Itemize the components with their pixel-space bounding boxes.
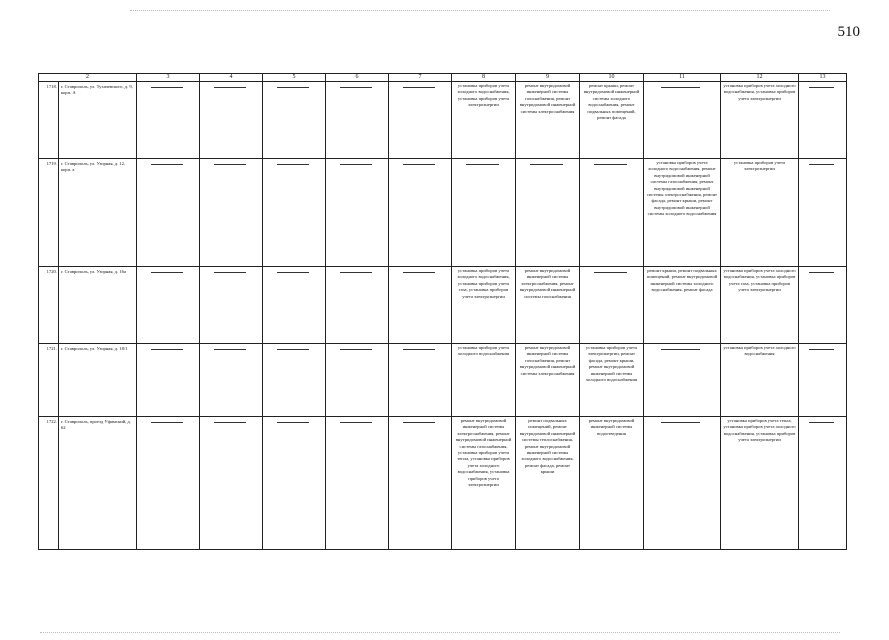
cell-works-2019: ремонт внутридомовой инженерной системы газоснабжения, ремонт внутридомовой инженерной системы электроснабжения [516, 82, 580, 159]
col-header-13: 13 [799, 74, 847, 82]
cell-dash [389, 82, 452, 159]
row-address: г. Ставрополь, ул. Узорная, д. 16а [59, 267, 137, 344]
cell-dash [263, 267, 326, 344]
cell-works-2020: ремонт крыши, ремонт внутридомовой инженерной системы холодного водоснабжения, ремонт подвальных помещений, ремонт фасада [580, 82, 644, 159]
cell-dash [137, 159, 200, 267]
cell-works-2020: ремонт внутридомовой инженерной системы водоотведения [580, 417, 644, 550]
page-number: 510 [837, 24, 860, 40]
cell-dash [580, 159, 644, 267]
cell-dash [263, 159, 326, 267]
cell-dash [326, 417, 389, 550]
cell-dash [516, 159, 580, 267]
cell-works-2019: ремонт внутридомовой инженерной системы газоснабжения, ремонт внутридомовой инженерной системы электроснабжения [516, 344, 580, 417]
cell-works-2021: ремонт крыши, ремонт подвальных помещений, ремонт внутридомовой инженерной системы холодного водоснабжения, ремонт фасада [644, 267, 721, 344]
cell-dash [389, 417, 452, 550]
col-header-4: 4 [200, 74, 263, 82]
scan-artifact-bottom [40, 632, 840, 633]
col-header-12: 12 [721, 74, 799, 82]
cell-dash [389, 159, 452, 267]
table-row [39, 267, 847, 344]
table-row [39, 82, 847, 159]
col-header-2: 2 [39, 74, 137, 82]
cell-dash [263, 82, 326, 159]
row-number: 1721. [39, 344, 59, 417]
cell-works-2022: установка приборов учета холодного водоснабжения [721, 344, 799, 417]
cell-works-2020: установка приборов учета электроэнергии, ремонт фасада, ремонт крыши, ремонт внутридомовой инженерной системы холодного водоснабжения [580, 344, 644, 417]
row-number: 1722. [39, 417, 59, 550]
cell-works-2022: установка приборов учета холодного водоснабжения, установка приборов учета газа, установка приборов учета электроэнергии [721, 267, 799, 344]
row-address: г. Ставрополь, ул. Узорная, д. 18/1 [59, 344, 137, 417]
cell-works-2021: установка приборов учета холодного водоснабжения, ремонт внутридомовой инженерной системы газоснабжения, ремонт внутридомовой инженерной системы электроснабжения, ремонт фасада, ремонт крыши, ремонт внутридомовой инженерной системы холодного водоснабжения [644, 159, 721, 267]
cell-dash [644, 82, 721, 159]
cell-works-2018: установка приборов учета холодного водоснабжения, установка приборов учета электроэнергии [452, 82, 516, 159]
table-header-row [39, 74, 847, 82]
cell-dash [200, 267, 263, 344]
cell-dash [799, 344, 847, 417]
cell-dash [644, 344, 721, 417]
cell-dash [200, 159, 263, 267]
cell-dash [200, 344, 263, 417]
cell-dash [326, 159, 389, 267]
cell-dash [137, 417, 200, 550]
row-address: г. Ставрополь, ул. Узорная, д. 12, корп. а [59, 159, 137, 267]
cell-dash [389, 267, 452, 344]
cell-works-2018: ремонт внутридомовой инженерной системы электроснабжения, ремонт внутридомовой инженерной системы газоснабжения, установка приборов учета тепла, установка приборов учета холодного водоснабжения, установка приборов учета электроэнергии [452, 417, 516, 550]
table-row [39, 159, 847, 267]
cell-works-2018: установка приборов учета холодного водоснабжения, установка приборов учета газа, установка приборов учета электроэнергии [452, 267, 516, 344]
col-header-7: 7 [389, 74, 452, 82]
row-number: 1718. [39, 82, 59, 159]
cell-dash [452, 159, 516, 267]
cell-works-2022: установка приборов учета тепла, установка приборов учета холодного водоснабжения, установка приборов учета электроэнергии [721, 417, 799, 550]
cell-dash [799, 267, 847, 344]
cell-dash [263, 417, 326, 550]
cell-dash [389, 344, 452, 417]
cell-works-2019: ремонт внутридомовой инженерной системы электроснабжения, ремонт внутридомовой инженерной системы газоснабжения [516, 267, 580, 344]
cell-works-2022: установка приборов учета электроэнергии [721, 159, 799, 267]
cell-dash [326, 82, 389, 159]
cell-dash [200, 417, 263, 550]
cell-works-2019: ремонт подвальных помещений, ремонт внутридомовой инженерной системы теплоснабжения, ремонт внутридомовой инженерной системы холодного водоснабжения, ремонт фасада, ремонт крыши [516, 417, 580, 550]
col-header-5: 5 [263, 74, 326, 82]
cell-dash [580, 267, 644, 344]
cell-dash [326, 344, 389, 417]
cell-dash [200, 82, 263, 159]
col-header-10: 10 [580, 74, 644, 82]
cell-dash [137, 82, 200, 159]
cell-dash [263, 344, 326, 417]
col-header-9: 9 [516, 74, 580, 82]
row-number: 1719. [39, 159, 59, 267]
cell-dash [799, 82, 847, 159]
cell-dash [137, 344, 200, 417]
cell-dash [644, 417, 721, 550]
cell-dash [326, 267, 389, 344]
works-table [38, 73, 847, 550]
row-address: г. Ставрополь, ул. Тухачевского, д. 9, корп. А [59, 82, 137, 159]
col-header-8: 8 [452, 74, 516, 82]
cell-works-2022: установка приборов учета холодного водоснабжения, установка приборов учета электроэнергии [721, 82, 799, 159]
scan-artifact-top [130, 10, 830, 11]
cell-dash [799, 159, 847, 267]
table-row [39, 344, 847, 417]
table-row [39, 417, 847, 550]
col-header-3: 3 [137, 74, 200, 82]
cell-works-2018: установка приборов учета холодного водоснабжения [452, 344, 516, 417]
cell-dash [137, 267, 200, 344]
row-address: г. Ставрополь, проезд Уфимский, д. 62 [59, 417, 137, 550]
col-header-11: 11 [644, 74, 721, 82]
cell-dash [799, 417, 847, 550]
row-number: 1720. [39, 267, 59, 344]
col-header-6: 6 [326, 74, 389, 82]
